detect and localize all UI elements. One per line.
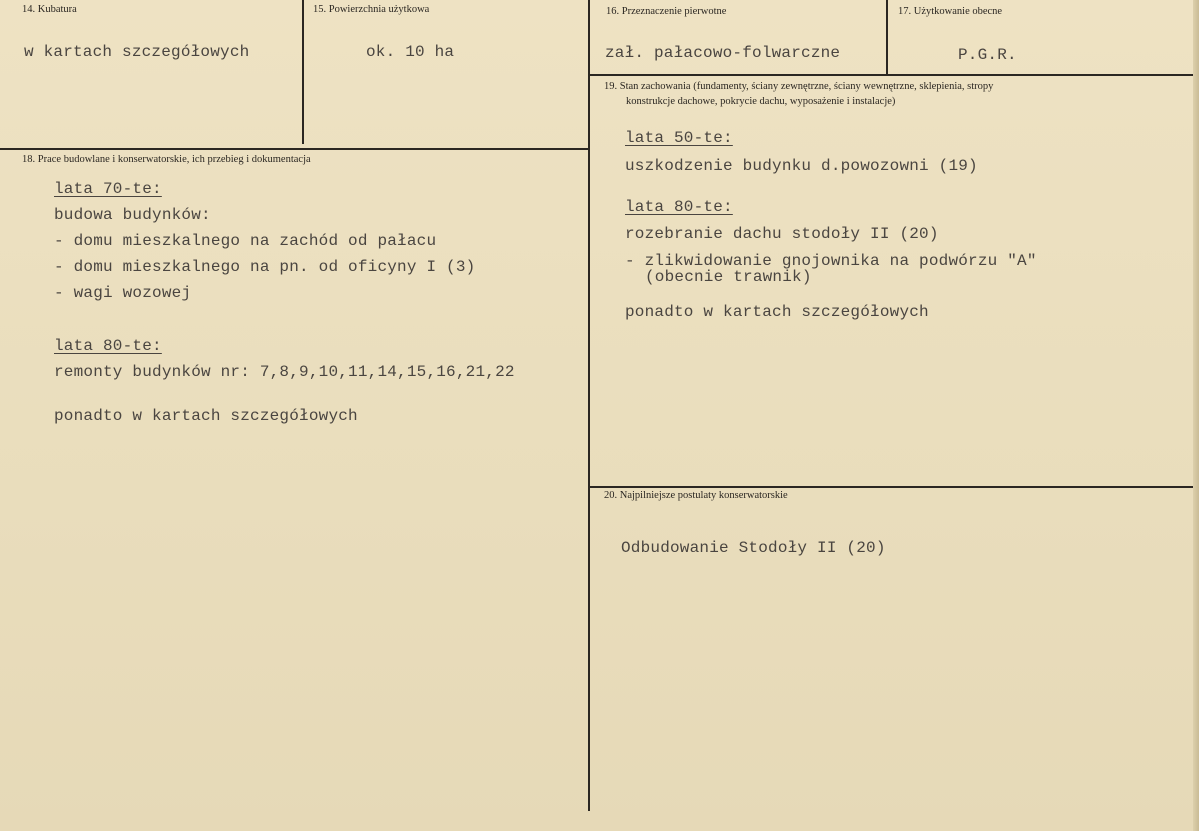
field-18-label: 18. Prace budowlane i konserwatorskie, ich przebieg i dokumentacja bbox=[22, 154, 311, 165]
divider-16-17 bbox=[886, 0, 888, 74]
field-17-label: 17. Użytkowanie obecne bbox=[898, 6, 1003, 17]
divider-14-15 bbox=[302, 0, 304, 144]
field-18-line: - wagi wozowej bbox=[54, 284, 192, 302]
field-19-period-50s: lata 50-te: bbox=[625, 129, 733, 147]
field-19-line: ponadto w kartach szczegółowych bbox=[625, 303, 929, 321]
field-20-value: Odbudowanie Stodoły II (20) bbox=[621, 539, 886, 557]
field-19-line: rozebranie dachu stodoły II (20) bbox=[625, 225, 939, 243]
divider-15-16 bbox=[588, 0, 590, 811]
field-16-label: 16. Przeznaczenie pierwotne bbox=[606, 6, 727, 17]
field-15-label: 15. Powierzchnia użytkowa bbox=[313, 4, 430, 15]
field-18-line: - domu mieszkalnego na pn. od oficyny I (3) bbox=[54, 258, 476, 276]
field-19-label-cont: konstrukcje dachowe, pokrycie dachu, wyposażenie i instalacje) bbox=[626, 96, 896, 107]
field-19-line: (obecnie trawnik) bbox=[645, 268, 812, 286]
field-19-label: 19. Stan zachowania (fundamenty, ściany zewnętrzne, ściany wewnętrzne, sklepienia, stropy bbox=[604, 81, 994, 92]
field-19-period-80s: lata 80-te: bbox=[625, 198, 733, 216]
divider-top-right bbox=[590, 74, 1199, 76]
field-14-value: w kartach szczegółowych bbox=[24, 43, 250, 61]
field-18-line: ponadto w kartach szczegółowych bbox=[54, 407, 358, 425]
field-20-label: 20. Najpilniejsze postulaty konserwatorskie bbox=[604, 490, 788, 501]
field-16-value: zał. pałacowo-folwarczne bbox=[605, 44, 841, 62]
field-15-value: ok. 10 ha bbox=[366, 43, 455, 61]
divider-19-20 bbox=[590, 486, 1199, 488]
field-18-period-80s: lata 80-te: bbox=[54, 337, 162, 355]
field-18-line: budowa budynków: bbox=[54, 206, 211, 224]
field-19-line: uszkodzenie budynku d.powozowni (19) bbox=[625, 157, 978, 175]
divider-top-left bbox=[0, 148, 590, 150]
field-18-line: remonty budynków nr: 7,8,9,10,11,14,15,16,21,22 bbox=[54, 363, 515, 381]
card-edge bbox=[1193, 0, 1199, 831]
field-17-value: P.G.R. bbox=[958, 46, 1017, 64]
field-18-period-70s: lata 70-te: bbox=[54, 180, 162, 198]
field-18-line: - domu mieszkalnego na zachód od pałacu bbox=[54, 232, 437, 250]
field-14-label: 14. Kubatura bbox=[22, 4, 77, 15]
field-19-line: - zlikwidowanie gnojownika na podwórzu "A" bbox=[625, 252, 1037, 270]
